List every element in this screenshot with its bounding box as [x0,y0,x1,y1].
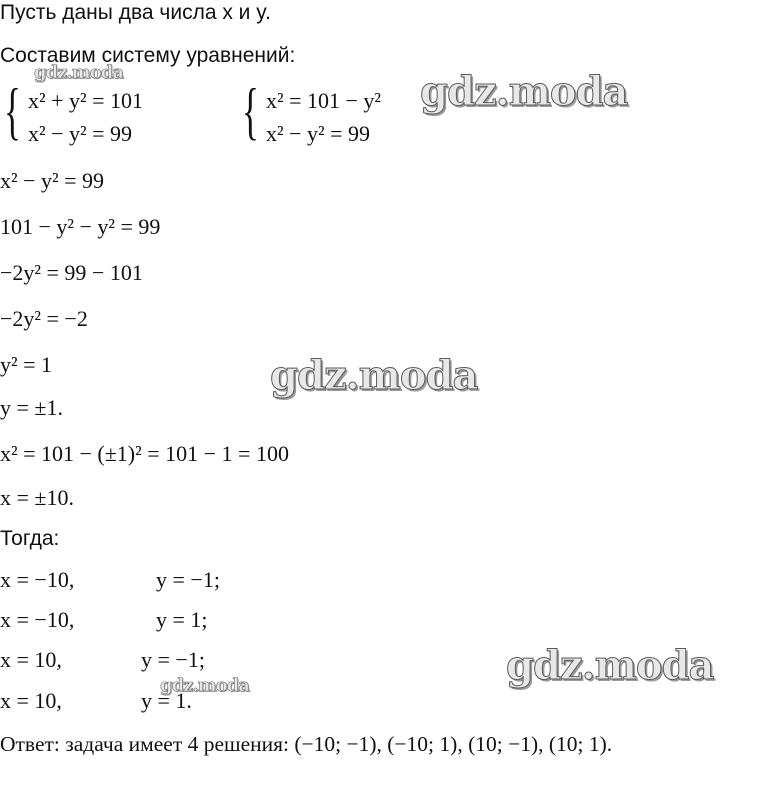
solution-1-y: y = −1; [156,567,220,592]
watermark-1: gdz.moda [34,62,123,83]
left-system-eq1: x² + y² = 101 [28,88,144,113]
step-2: 101 − y² − y² = 99 [0,214,161,239]
right-system-eq1: x² = 101 − y² [266,88,382,113]
step-5: y² = 1 [0,352,53,377]
solution-3-y: y = −1; [141,647,205,672]
watermark-2: gdz.moda [420,68,628,115]
step-6: y = ±1. [0,395,63,420]
watermark-5: gdz.moda [160,675,249,696]
step-3: −2y² = 99 − 101 [0,260,143,285]
then-label: Тогда: [0,527,60,550]
system-intro-text: Составим систему уравнений: [0,44,296,67]
watermark-3: gdz.moda [270,352,478,399]
step-8: x = ±10. [0,485,74,510]
answer-text: Ответ: задача имеет 4 решения: (−10; −1), (−10; 1), (10; −1), (10; 1). [0,732,613,756]
intro-text: Пусть даны два числа x и y. [0,1,272,24]
right-brace: { [242,75,259,146]
solution-4-x: x = 10, [0,688,62,713]
solution-2-y: y = 1; [156,607,208,632]
step-4: −2y² = −2 [0,306,88,331]
left-brace: { [4,75,21,146]
solution-2-x: x = −10, [0,607,75,632]
right-system-eq2: x² − y² = 99 [266,121,371,146]
left-system-eq2: x² − y² = 99 [28,121,133,146]
step-7: x² = 101 − (±1)² = 101 − 1 = 100 [0,441,289,466]
step-1: x² − y² = 99 [0,168,105,193]
solution-1-x: x = −10, [0,567,75,592]
watermark-4: gdz.moda [506,642,714,689]
solution-3-x: x = 10, [0,647,62,672]
solution-4-y: y = 1. [141,688,192,713]
